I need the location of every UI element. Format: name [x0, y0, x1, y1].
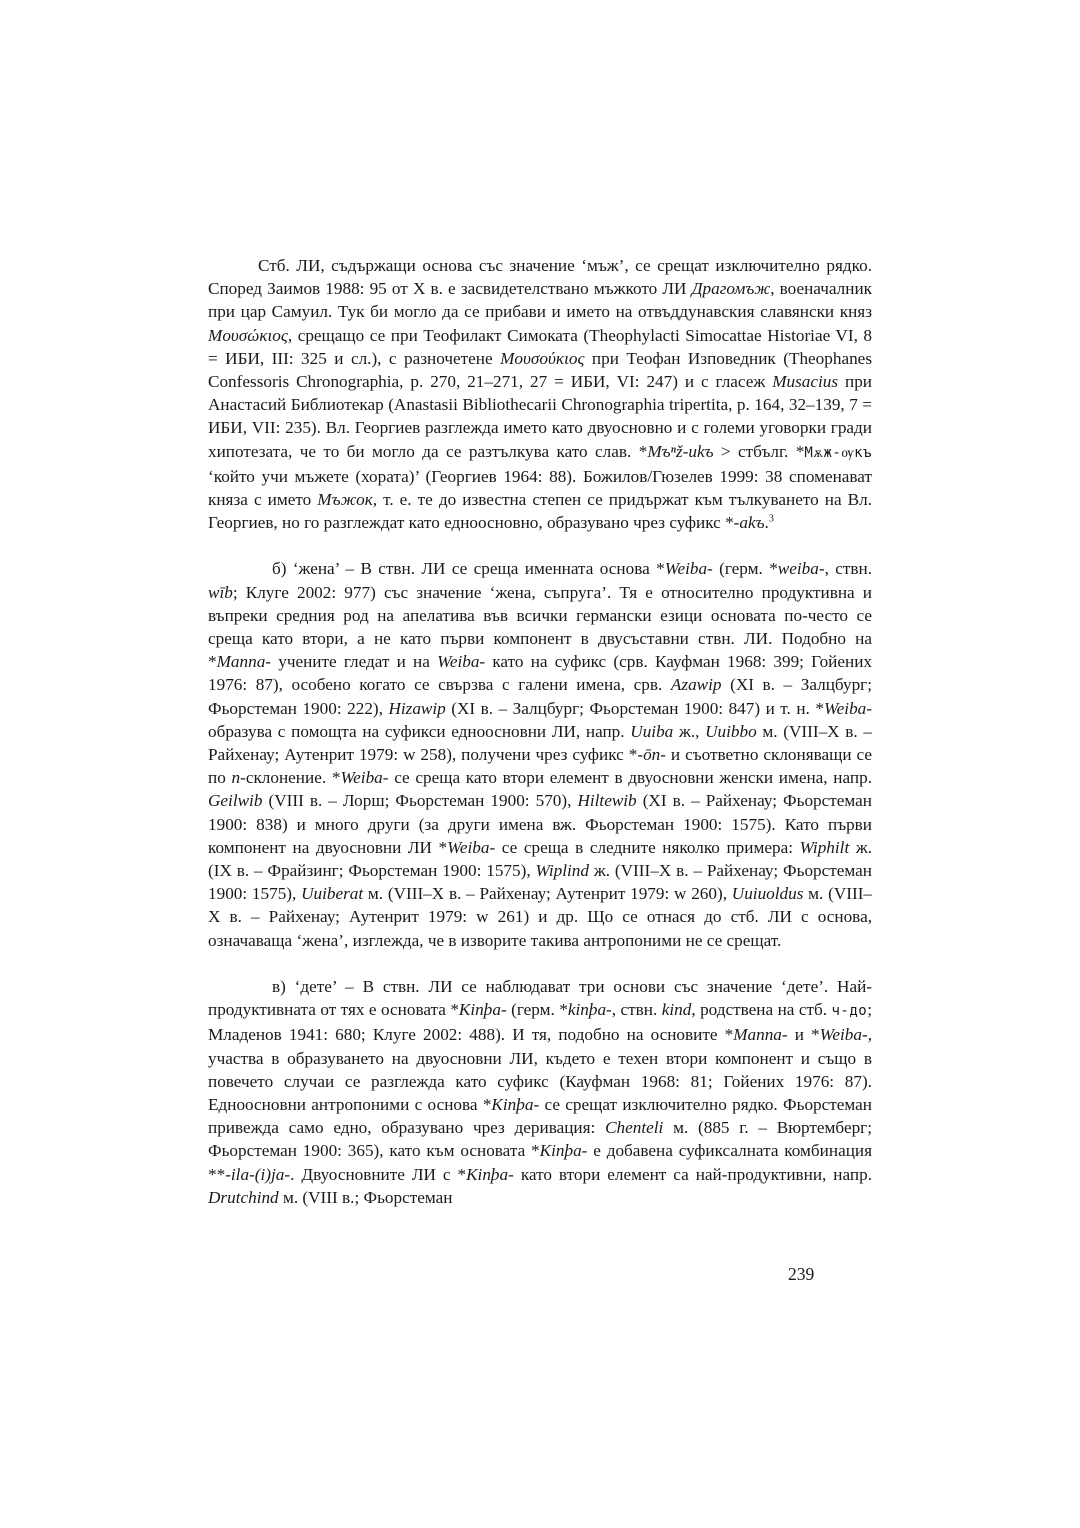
- italic-term: Μουσούκιος: [500, 348, 585, 368]
- text-run: -склонение. *: [240, 768, 341, 788]
- text-run: , военачалник при цар Самуил. Тук би могло да се прибави и името на отвъддунавския славянски княз: [208, 279, 872, 322]
- paragraph-man: [208, 254, 872, 534]
- text-run: , ствн.: [611, 1000, 662, 1020]
- page-number: 239: [788, 1264, 815, 1284]
- text-run: м. (VIII–X в. – Райхенау; Аутенрит 1979: w 261) и др. Що се отнася до стб. ЛИ с основа, означаваща ‘жена’, изглежда, че в изворите такива антропоними не се срещат.: [208, 884, 873, 950]
- text-run: м. (VIII–X в. – Райхенау; Аутенрит 1979: w 258), получени чрез суфикс *: [208, 721, 872, 765]
- italic-term: Kinþa-: [539, 1141, 588, 1161]
- paragraph-child: [208, 975, 872, 1209]
- text-run: ; Клуге 2002: 977) със значение ‘жена, съпруга’. Тя е относително продуктивна и въпреки средния род на апелатива във всички германски езици основата по-често се среща като втори, а не като първи компонент в двусъставни ствн. ЛИ. Подобно на *: [208, 582, 872, 672]
- text-run: м. (VIII в.; Фьорстеман: [278, 1187, 453, 1207]
- italic-term: -ōn-: [637, 745, 666, 765]
- text-run: (герм. *: [712, 559, 778, 579]
- text-run: (герм. *: [506, 1000, 568, 1020]
- italic-term: Мъжок: [317, 490, 373, 510]
- italic-term: Uuiba: [630, 721, 674, 741]
- text-run: в) ‘дете’ – В ствн. ЛИ се наблюдават три основи със значение ‘дете’. Най-продуктивната от тях е основата *: [208, 976, 872, 1020]
- italic-term: Wiplind: [535, 861, 589, 881]
- italic-term: Драгомъж: [691, 279, 771, 299]
- text-run: при Анастасий Библиотекар (Anastasii Bibliothecarii Chronographia tripertita, p. 164, 32–139, 7 = ИБИ, VII: 235). Вл. Георгиев разглежда името като двуосновно и с големи уговорки гради хипотезата, че то би могло да се разтълкува като слав. *: [208, 372, 872, 461]
- italic-term: Weiba-: [823, 698, 872, 718]
- italic-term: Kinþa-: [466, 1164, 514, 1184]
- italic-term: Manna-: [216, 652, 272, 672]
- italic-term: n: [231, 768, 241, 788]
- italic-term: Kinþa-: [458, 1000, 507, 1020]
- text-run: , ствн.: [824, 559, 872, 579]
- text-run: ж.,: [673, 721, 706, 741]
- text-run: е добавена суфиксалната комбинация **: [208, 1141, 872, 1184]
- italic-term: Azawip: [670, 675, 722, 695]
- old-bulgarian-form: Мѫж-ѹкъ: [804, 444, 872, 461]
- text-run: , участва в образуването на двуосновни ЛИ, където е техен втори компонент и също в повечето случаи се разглежда като суфикс (Кауфман 1968: 81; Гойених 1976: 87). Едноосновни антропоними с основа *: [208, 1025, 872, 1114]
- text-run: Стб. ЛИ, съдържащи основа със значение ‘мъж’, се срещат изключително рядко. Според Заимов 1988: 95 от X в. е засвидетелствано мъжкото ЛИ: [208, 256, 872, 299]
- old-bulgarian-form: ч-до: [831, 1003, 868, 1020]
- italic-term: Weiba-: [340, 768, 389, 788]
- text-run: и *: [787, 1025, 820, 1045]
- text-run: ‘който учи мъжете (хората)’ (Георгиев 1964: 88). Божилов/Гюзелев 1999: 38 споменават княза с името: [208, 466, 872, 510]
- italic-term: kinþa-: [567, 1000, 612, 1020]
- italic-term: Мъⁿž-ukъ: [647, 441, 714, 461]
- italic-term: Uuiberat: [301, 884, 364, 904]
- text-run: образува с помощта на суфикси едноосновни ЛИ, напр.: [208, 721, 631, 741]
- text-run: учените гледат и на: [271, 652, 438, 672]
- text-run: се среща в следните няколко примера:: [495, 837, 800, 857]
- paragraph-woman: [208, 557, 872, 951]
- text-run: ж. (IX в. – Фрайзинг; Фьорстеман 1900: 1575),: [208, 837, 872, 881]
- text-run: (VIII в. – Лорш; Фьорстеман 1900: 570),: [262, 791, 578, 811]
- text-run: > стбълг. *: [713, 441, 805, 461]
- text-run: при Теофан Изповедник (Theophanes Confessoris Chronographia, p. 270, 21–271, 27 = ИБИ, VI: 247) и с гласеж: [208, 348, 873, 392]
- text-run: , т. е. те до известна степен се придържат към тълкуването на Вл. Георгиев, но го разглеждат като едноосновно, образувано чрез суфикс *: [208, 490, 872, 533]
- text-run: се срещат изключително рядко. Фьорстеман привежда само едно, образувано чрез деривация:: [208, 1094, 872, 1138]
- italic-term: Manna-: [733, 1025, 788, 1045]
- italic-term: Geilwib: [208, 791, 263, 811]
- text-run: като на суфикс (срв. Кауфман 1968: 399; Гойених 1976: 87), особено когато се свързва с галени имена, срв.: [208, 652, 872, 695]
- italic-term: Weiba-: [437, 652, 486, 672]
- italic-term: wīb: [208, 582, 233, 602]
- italic-term: Kinþa-: [491, 1094, 540, 1114]
- italic-term: Weiba-: [447, 837, 496, 857]
- italic-term: Chenteli: [605, 1118, 664, 1138]
- text-run: ж. (VIII–X в. – Райхенау; Фьорстеман 1900: 1575),: [208, 861, 872, 904]
- italic-term: Wiphilt: [799, 837, 850, 857]
- italic-term: Uuiuoldus: [731, 884, 804, 904]
- text-run: ; Младенов 1941: 680; Клуге 2002: 488). И тя, подобно на основите *: [208, 1000, 872, 1045]
- italic-term: Weiba-: [819, 1025, 868, 1045]
- footnote-marker: 3: [768, 513, 774, 525]
- text-run: м. (VIII–X в. – Райхенау; Аутенрит 1979: w 260),: [363, 884, 732, 904]
- text-run: м. (885 г. – Вюртемберг; Фьорстеман 1900: 365), като към основата *: [208, 1118, 873, 1161]
- italic-term: Drutchind: [208, 1187, 279, 1207]
- italic-term: -akъ: [733, 513, 765, 533]
- text-run: се среща като втори елемент в двуосновни женски имена, напр.: [388, 768, 872, 788]
- body-text: [208, 254, 872, 1209]
- italic-term: Hiltewib: [577, 791, 637, 811]
- text-run: б) ‘жена’ – В ствн. ЛИ се среща именната основа *: [272, 559, 665, 579]
- italic-term: weiba-: [777, 559, 825, 579]
- text-run: (XI в. – Залцбург; Фьорстеман 1900: 222),: [208, 675, 872, 718]
- italic-term: Uuibbo: [705, 721, 757, 741]
- text-run: .: [764, 513, 769, 533]
- text-run: , срещащо се при Теофилакт Симоката (Theophylacti Simocattae Historiae VI, 8 = ИБИ, III: 325 и сл.), с разночетене: [208, 325, 872, 368]
- text-run: и съответно склоняващи се по: [208, 745, 872, 788]
- text-run: като втори елемент са най-продуктивни, напр.: [513, 1164, 872, 1184]
- italic-term: Hizawip: [388, 698, 446, 718]
- italic-term: Μουσώκιος: [208, 325, 288, 345]
- italic-term: Musacius: [772, 372, 839, 392]
- text-run: . Двуосновните ЛИ с *: [290, 1164, 467, 1184]
- text-run: (XI в. – Залцбург; Фьорстеман 1900: 847) и т. н. *: [445, 698, 824, 718]
- italic-term: Weiba-: [664, 559, 713, 579]
- italic-term: -ila-(i)ja-: [225, 1164, 291, 1184]
- text-run: (XI в. – Райхенау; Фьорстеман 1900: 838) и много други (за други имена вж. Фьорстеман 1900: 1575). Като първи компонент на двуосновни ЛИ *: [208, 791, 872, 857]
- italic-term: kind: [661, 1000, 692, 1020]
- text-run: , родствена на стб.: [691, 1000, 832, 1020]
